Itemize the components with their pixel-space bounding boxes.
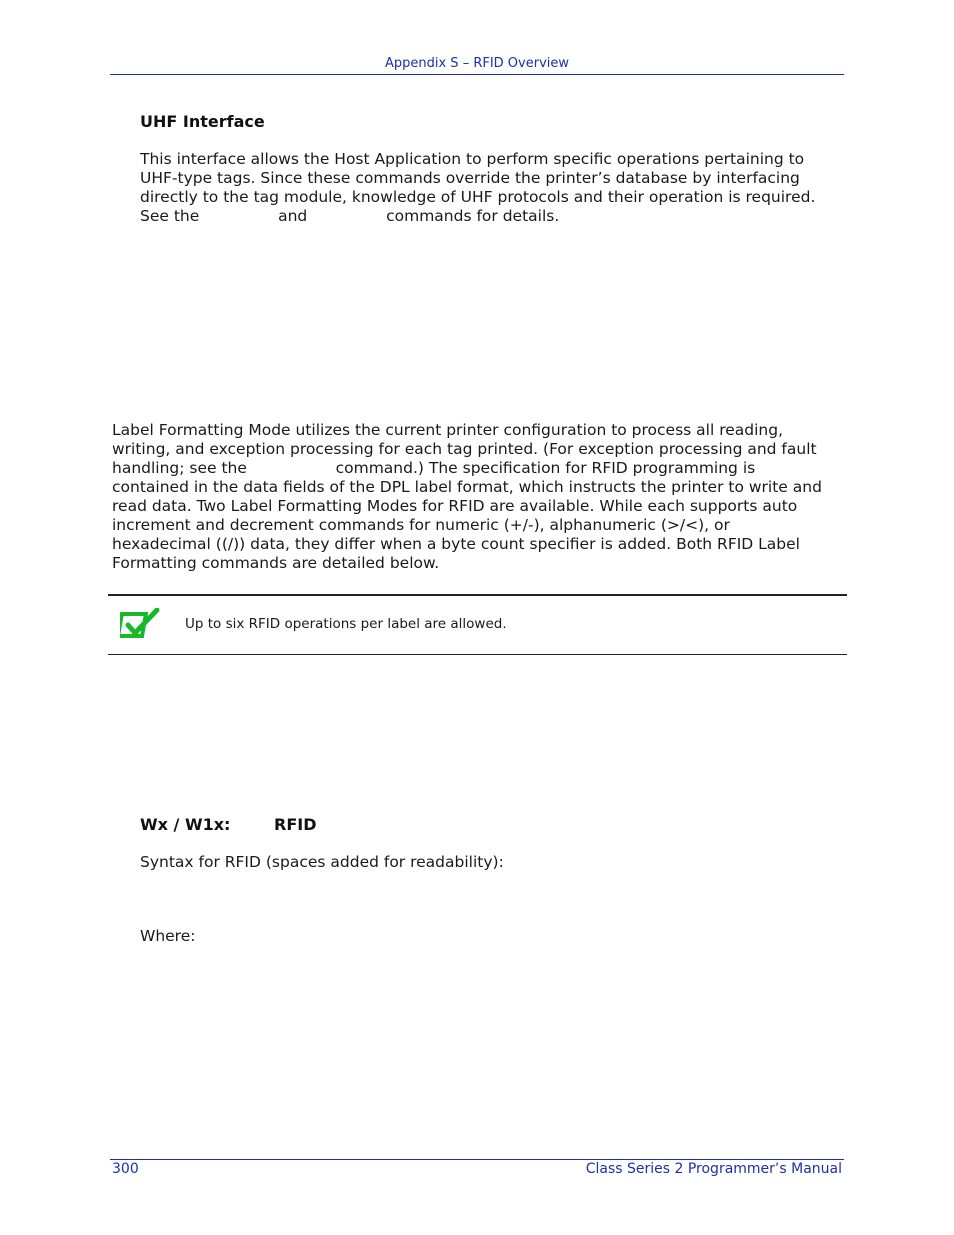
label-formatting-line: Formatting commands are detailed below.: [112, 554, 440, 572]
header-rule: [110, 74, 844, 75]
footer-rule: [110, 1159, 844, 1160]
where-text: Where:: [140, 927, 196, 945]
note-rule-top: [108, 594, 847, 596]
label-formatting-line: increment and decrement commands for numeric (+/-), alphanumeric (>/<), or: [112, 516, 730, 534]
wx-heading-code: Wx / W1x:: [140, 815, 231, 834]
uhf-paragraph-line: See the and commands for details.: [140, 207, 560, 225]
uhf-paragraph-line: UHF-type tags. Since these commands override the printer’s database by interfacing: [140, 169, 800, 187]
page-number: 300: [112, 1161, 139, 1177]
label-formatting-line: handling; see the command.) The specification for RFID programming is: [112, 459, 756, 477]
label-formatting-paragraph: [112, 421, 822, 573]
wx-heading-label: RFID: [274, 815, 317, 834]
checkmark-note-icon: [120, 608, 160, 640]
syntax-text: Syntax for RFID (spaces added for readability):: [140, 853, 504, 871]
manual-title: Class Series 2 Programmer’s Manual: [585, 1161, 842, 1177]
uhf-interface-paragraph: [140, 150, 815, 226]
note-text: Up to six RFID operations per label are allowed.: [185, 616, 507, 632]
label-formatting-line: contained in the data fields of the DPL label format, which instructs the printer to write and: [112, 478, 822, 496]
label-formatting-line: Label Formatting Mode utilizes the current printer configuration to process all reading,: [112, 421, 784, 439]
uhf-paragraph-line: directly to the tag module, knowledge of UHF protocols and their operation is required.: [140, 188, 816, 206]
label-formatting-line: writing, and exception processing for each tag printed. (For exception processing and fault: [112, 440, 817, 458]
label-formatting-line: read data. Two Label Formatting Modes for RFID are available. While each supports auto: [112, 497, 798, 515]
note-rule-bottom: [108, 654, 847, 655]
running-header: Appendix S – RFID Overview: [384, 56, 570, 71]
uhf-interface-heading: UHF Interface: [140, 112, 265, 131]
label-formatting-line: hexadecimal ((/)) data, they differ when a byte count specifier is added. Both RFID Label: [112, 535, 800, 553]
uhf-paragraph-line: This interface allows the Host Application to perform specific operations pertaining to: [140, 150, 805, 168]
